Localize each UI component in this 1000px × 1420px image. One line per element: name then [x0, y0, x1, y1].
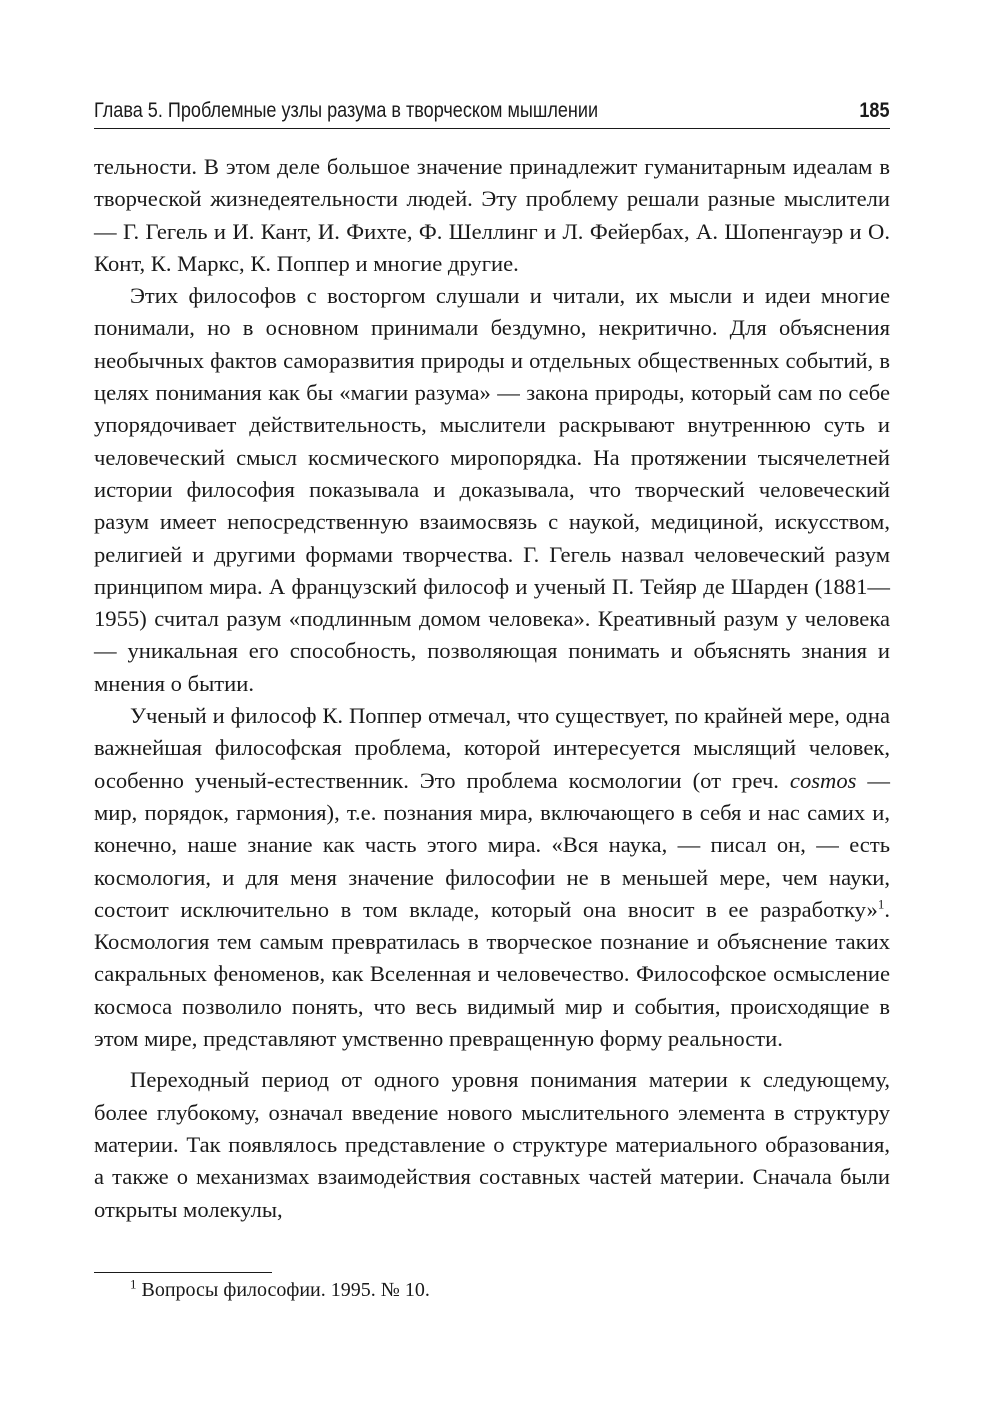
paragraph-text: . Космология тем самым превратилась в творческое познание и объяснение таких сакральных феноменов, как Вселенная и человечество. Философское осмысление космоса позволило понять, что весь видимый мир и события, происходящие в этом мире, представляют умственно превращенную форму реальности.	[94, 896, 890, 1052]
page-number: 185	[859, 99, 890, 122]
footnote	[130, 1277, 430, 1303]
footnote-text: Вопросы философии. 1995. № 10.	[141, 1279, 430, 1301]
running-head	[94, 96, 890, 126]
paragraph-continuation: тельности. В этом деле большое значение принадлежит гуманитарным идеалам в творческой жизнедеятельности людей. Эту проблему решали разные мыслители — Г. Гегель и И. Кант, И. Фихте, Ф. Шеллинг и Л. Фейербах, А. Шопенгауэр и О. Конт, К. Маркс, К. Поппер и многие другие.	[94, 154, 890, 276]
paragraph	[94, 700, 890, 1055]
page	[94, 96, 890, 1226]
footnote-reference[interactable]: 1	[877, 896, 885, 912]
footnote-rule	[94, 1272, 272, 1273]
header-rule	[94, 128, 890, 129]
paragraph-text: Ученый и философ К. Поппер отмечал, что существует, по крайней мере, одна важнейшая философская проблема, которой интересуется мыслящий человек, особенно ученый-естественник. Это проблема космологии (от греч.	[94, 703, 890, 793]
paragraph: Этих философов с восторгом слушали и читали, их мысли и идеи многие понимали, но в основном принимали бездумно, некритично. Для объяснения необычных фактов саморазвития природы и отдельных общественных событий, в целях понимания как бы «магии разума» — закона природы, который сам по себе упорядочивает действительность, мыслители раскрывают внутреннюю суть и человеческий смысл космического миропорядка. На протяжении тысячелетней истории философия показывала и доказывала, что творческий человеческий разум имеет непосредственную взаимосвязь с наукой, медициной, искусством, религией и другими формами творчества. Г. Гегель назвал человеческий разум принципом мира. А французский философ и ученый П. Тейяр де Шарден (1881—1955) считал разум «подлинным домом человека». Креативный разум у человека — уникальная его способность, позволяющая понимать и объяснять знания и мнения о бытии.	[94, 283, 890, 696]
footnote-number: 1	[130, 1276, 137, 1292]
italic-term: cosmos	[789, 767, 857, 793]
paragraph-text: — мир, порядок, гармония), т.е. познания мира, включающего в себя и нас самих и, конечно, наше знание как часть этого мира. «Вся наука, — писал он, — есть космология, и для меня значение философии не в меньшей мере, чем науки, состоит исключительно в том вкладе, который она вносит в ее разработку»	[94, 767, 890, 922]
paragraph: Переходный период от одного уровня понимания материи к следующему, более глубокому, означал введение нового мыслительного элемента в структуру материи. Так появлялось представление о структуре материального образования, а также о механизмах взаимодействия составных частей материи. Сначала были открыты молекулы,	[94, 1067, 890, 1222]
body-text	[94, 151, 890, 1226]
chapter-title: Глава 5. Проблемные узлы разума в творческом мышлении	[94, 99, 599, 122]
